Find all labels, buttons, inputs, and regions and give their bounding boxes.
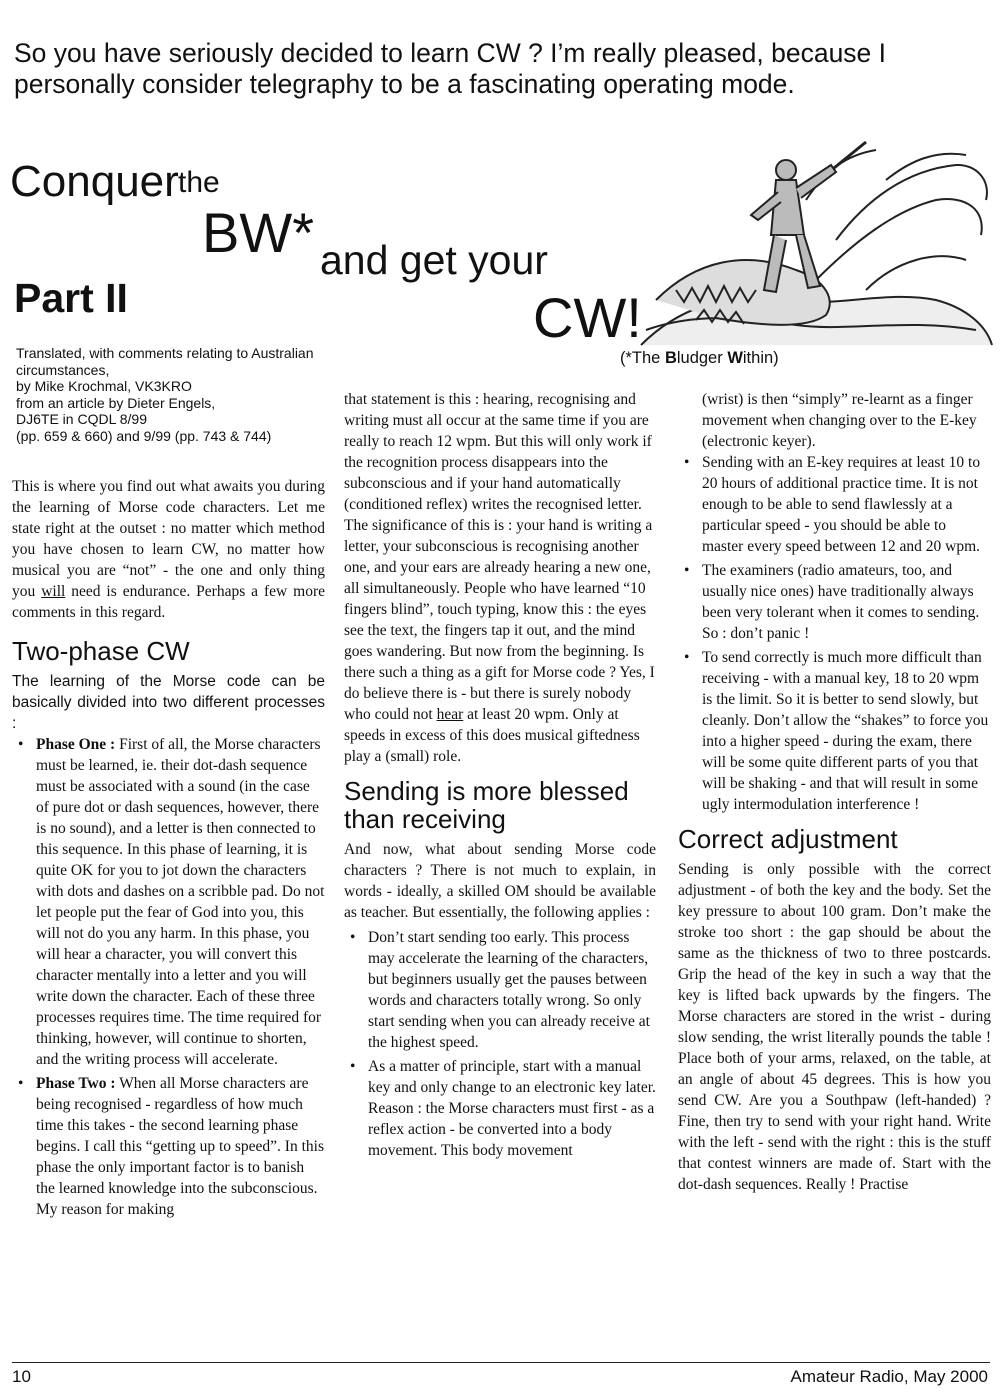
headline-cw: CW!	[533, 286, 642, 349]
credit-line: Translated, with comments relating to Australian circumstances,	[16, 345, 314, 378]
headline-the: the	[178, 166, 220, 199]
continued-paragraph: (wrist) is then “simply” re-learnt as a finger movement when changing over to the E-key (electronic keyer).	[702, 391, 977, 450]
heading-sending: Sending is more blessed than receiving	[344, 776, 629, 834]
list-item: • Phase Two : When all Morse characters are being recognised - regardless of how much time this takes - the second learning phase begins. I call this “getting up to speed”. In this phase the only important factor is to banish the learned knowledge into the subconscious. My reason for making	[12, 1073, 325, 1220]
barbarian-illustration	[636, 140, 994, 350]
list-item: • To send correctly is much more difficult than receiving - with a manual key, 18 to 20 wpm is the limit. So it is better to send slowly, but cleanly. Don’t allow the “shakes” to force you into a higher speed - during the exam, there will be some quite different parts of you that will be shaking - and that will result in some ugly intermodulation interference !	[678, 647, 991, 815]
intro-text: So you have seriously decided to learn CW ? I’m really pleased, because I personally consider telegraphy to be a fascinating operating mode.	[14, 38, 887, 99]
sending-intro: And now, what about sending Morse code characters ? There is not much to explain, in words - ideally, a skilled OM should be available as teacher. But essentially, the following applies :	[344, 841, 656, 921]
column-3	[678, 389, 991, 1195]
correct-adjustment-text: Sending is only possible with the correct adjustment - of both the key and the body. Set the key pressure to about 100 gram. Don’t make the stroke too short : the gap should be about the same as the thickness of two to three postcards. Grip the head of the key in such a way that the key is lifted back upwards by the fingers. The Morse characters are stored in the wrist - during slow sending, the wrist literally pounds the table ! Place both of your arms, relaxed, on the table, at an angle of about 45 degrees. This is how you send CW. Are you a Southpaw (left-handed) ? Fine, then try to send with your right hand. Write with the left - send with the right : this is the stuff that contest winners are made of. Start with the dot-dash sequences. Really ! Practise	[678, 861, 991, 1193]
credit-line: by Mike Krochmal, VK3KRO	[16, 378, 192, 395]
credit-line: DJ6TE in CQDL 8/99	[16, 411, 147, 428]
heading-correct-adjustment: Correct adjustment	[678, 824, 898, 854]
magazine-issue: Amateur Radio, May 2000	[790, 1367, 988, 1386]
continued-paragraph: that statement is this : hearing, recognising and writing must all occur at the same time if you are really to reach 12 wpm. But this will only work if the recognition process disappears into the subconscious and if your hand automatically (conditioned reflex) writes the recognised letter. The significance of this is : your hand is writing a letter, your subconscious is recognising another one, and your ears are already hearing a new one, all simultaneously. People who have learned “10 fingers blind”, touch typing, know this : the eyes see the text, the fingers tap it out, and the mind goes wandering. But now from the beginning. Is there such a thing as a gift for Morse code ? Yes, I do believe there is - but there is surely nobody who could not hear at least 20 wpm. Only at speeds in excess of this does musical giftedness play a (small) role.	[344, 391, 655, 765]
credits	[16, 345, 356, 445]
headline-and-get-your: and get your	[320, 237, 548, 283]
list-item: • Sending with an E-key requires at least 10 to 20 hours of additional practice time. It is not enough to be able to send flawlessly at a particular speed - you should be able to master every speed between 12 and 20 wpm.	[678, 452, 991, 557]
list-item: • Don’t start sending too early. This process may accelerate the learning of the characters, but beginners usually get the pauses between words and characters totally wrong. So only start sending when you can already receive at the highest speed.	[344, 927, 656, 1053]
footer-rule	[12, 1362, 990, 1363]
column-1	[12, 476, 325, 1220]
credit-line: from an article by Dieter Engels,	[16, 394, 216, 411]
heading-two-phase-cw: Two-phase CW	[12, 636, 190, 666]
list-item: • Phase One : First of all, the Morse characters must be learned, ie. their dot-dash sequence must be associated with a sound (in the case of pure dot or dash sequences, however, there is no sound), and a letter is then connected to this sequence. In this phase of learning, it is quite OK for you to jot down the characters with dots and dashes on a scribble pad. Do not let people put the fear of God into you, this will not do you any harm. In this phase, you will hear a character, you will convert this character mentally into a letter and you will write down the character. Each of these three processes requires time. The time required for thinking, however, will continue to shorten, and the writing process will accelerate.	[12, 734, 325, 1070]
list-item: • The examiners (radio amateurs, too, and usually nice ones) have traditionally always been very tolerant when it comes to sending. So : don’t panic !	[678, 560, 991, 644]
credit-line: (pp. 659 & 660) and 9/99 (pp. 743 & 744)	[16, 427, 272, 444]
list-item: • As a matter of principle, start with a manual key and only change to an electronic key later. Reason : the Morse characters must first - as a reflex action - be converted into a body movement. This body movement	[344, 1056, 656, 1161]
headline-bw: BW*	[202, 201, 314, 264]
column-2	[344, 389, 656, 1161]
headline-conquer: Conquer	[10, 157, 179, 206]
headline-part: Part II	[14, 275, 128, 321]
page-number: 10	[12, 1367, 31, 1386]
bw-footnote: (*The Bludger Within)	[620, 349, 779, 367]
two-phase-intro: The learning of the Morse code can be basically divided into two different processes :	[12, 673, 325, 732]
lead-paragraph: This is where you find out what awaits you during the learning of Morse code characters. Let me state right at the outset : no matter which method you have chosen to learn CW, no matter how musical you are “not” - the one and only thing you will need is endurance. Perhaps a few more comments in this regard.	[12, 478, 325, 621]
